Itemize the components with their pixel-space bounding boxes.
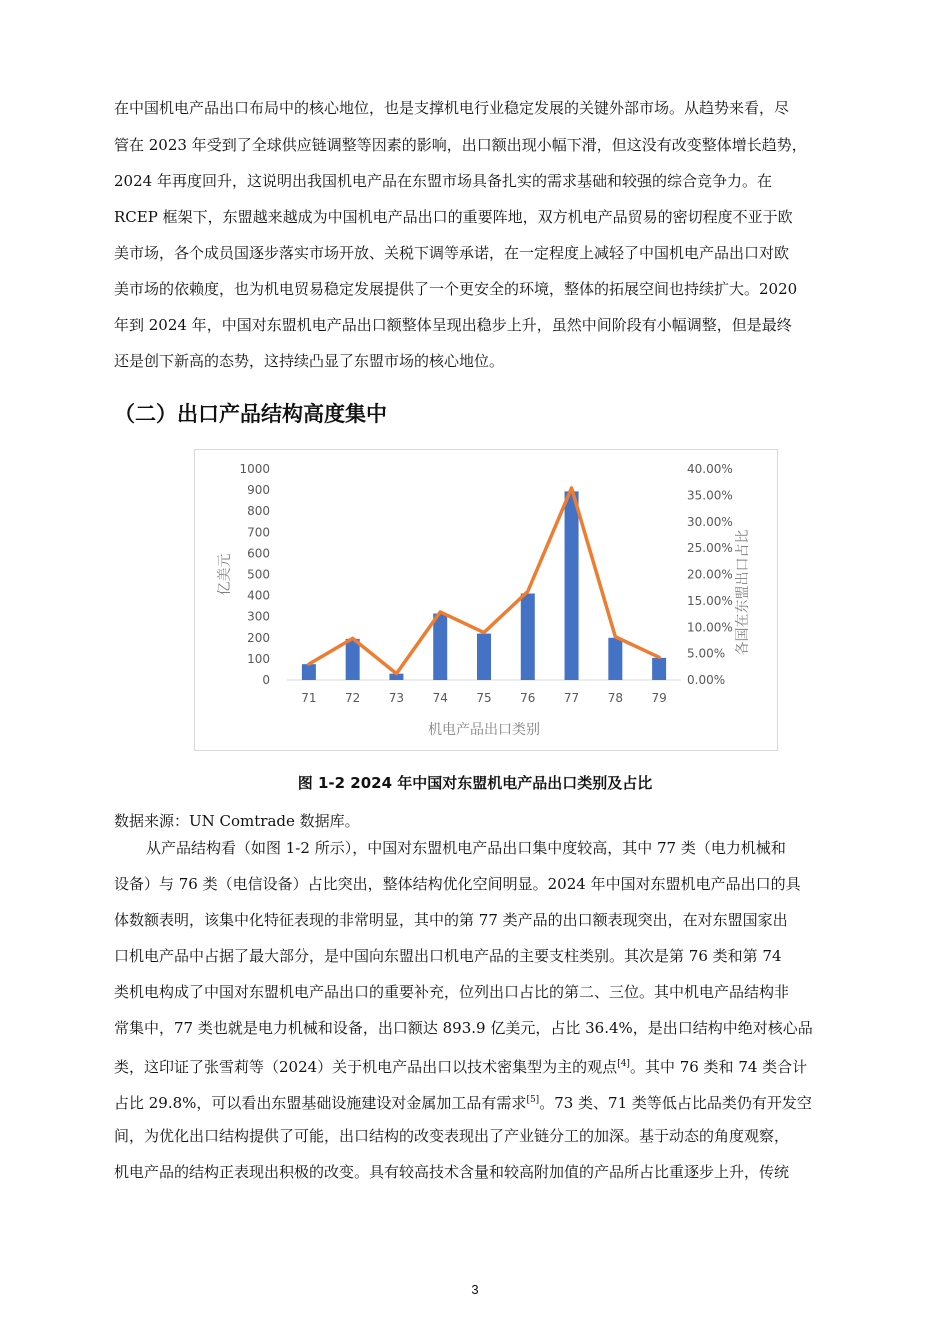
citation-4[interactable]: [4]	[617, 1059, 630, 1069]
y2-axis-title: 各国在东盟出口占比	[735, 529, 751, 656]
paragraph-2-line: 类机电构成了中国对东盟机电产品出口的重要补充，位列出口占比的第二、三位。其中机电产品结构非	[114, 983, 790, 1001]
paragraph-1-line: 还是创下新高的态势，这持续凸显了东盟市场的核心地位。	[114, 352, 505, 370]
bar-75	[477, 634, 491, 680]
y-tick-label: 400	[247, 588, 270, 603]
paragraph-1-line: RCEP 框架下，东盟越来越成为中国机电产品出口的重要阵地，双方机电产品贸易的密切程度不亚于欧	[114, 208, 793, 226]
paragraph-1-line: 年到 2024 年，中国对东盟机电产品出口额整体呈现出稳步上升，虽然中间阶段有小幅调整，但是最终	[114, 316, 792, 334]
y-tick-label: 800	[247, 504, 270, 519]
page-number: 3	[471, 1282, 479, 1297]
x-tick-label: 79	[651, 691, 667, 705]
x-tick-label: 76	[520, 691, 536, 705]
x-axis-title: 机电产品出口类别	[428, 722, 540, 738]
y-axis-title: 亿美元	[217, 553, 233, 596]
paragraph-2-line: 设备）与 76 类（电信设备）占比突出，整体结构优化空间明显。2024 年中国对东盟机电产品出口的具	[114, 875, 801, 893]
y2-tick-label: 30.00%	[687, 514, 733, 529]
paragraph-2-line: 口机电产品中占据了最大部分，是中国向东盟出口机电产品的主要支柱类别。其次是第 76 类和第 74	[114, 947, 782, 965]
y2-tick-label: 40.00%	[687, 462, 733, 476]
paragraph-2-line: 体数额表明，该集中化特征表现的非常明显，其中的第 77 类产品的出口额表现突出，在对东盟国家出	[114, 911, 788, 929]
figure-frame	[194, 449, 778, 751]
paragraph-2-line	[114, 1094, 812, 1112]
paragraph-1-line: 2024 年再度回升，这说明出我国机电产品在东盟市场具备扎实的需求基础和较强的综合竞争力。在	[114, 172, 772, 190]
bar-78	[608, 638, 622, 680]
y-tick-label: 500	[247, 567, 270, 582]
y-tick-label: 200	[247, 630, 270, 645]
x-tick-label: 71	[301, 691, 317, 705]
figure-caption: 图 1-2 2024 年中国对东盟机电产品出口类别及占比	[297, 774, 653, 792]
y2-tick-label: 25.00%	[687, 541, 733, 556]
paragraph-1-line: 在中国机电产品出口布局中的核心地位，也是支撑机电行业稳定发展的关键外部市场。从趋势来看，尽	[114, 99, 790, 117]
line-text-after: 。73 类、71 类等低占比品类仍有开发空	[539, 1094, 812, 1112]
y2-tick-label: 15.00%	[687, 593, 733, 608]
y-tick-label: 900	[247, 483, 270, 498]
y-tick-label: 600	[247, 546, 270, 561]
bar-77	[565, 491, 579, 680]
paragraph-2-line: 从产品结构看（如图 1-2 所示），中国对东盟机电产品出口集中度较高，其中 77 类（电力机械和	[146, 839, 786, 857]
bar-79	[652, 658, 666, 680]
data-source: 数据来源：UN Comtrade 数据库。	[114, 812, 360, 830]
y-tick-label: 300	[247, 609, 270, 624]
y2-tick-label: 35.00%	[687, 488, 733, 503]
bar-72	[346, 639, 360, 680]
y-tick-label: 700	[247, 525, 270, 540]
y2-tick-label: 10.00%	[687, 620, 733, 635]
y-tick-label: 0	[262, 673, 270, 687]
x-tick-label: 72	[345, 691, 361, 705]
line-text-after: 。其中 76 类和 74 类合计	[629, 1058, 808, 1076]
paragraph-2-line: 间，为优化出口结构提供了可能，出口结构的改变表现出了产业链分工的加深。基于动态的角度观察，	[114, 1127, 790, 1145]
y2-tick-label: 5.00%	[687, 646, 726, 661]
bar-71	[302, 664, 316, 680]
export-chart	[195, 450, 777, 750]
x-tick-label: 75	[476, 691, 492, 705]
x-tick-label: 73	[388, 691, 405, 705]
bar-76	[521, 593, 535, 680]
x-tick-label: 77	[563, 691, 580, 705]
paragraph-2-line: 机电产品的结构正表现出积极的改变。具有较高技术含量和较高附加值的产品所占比重逐步上升，传统	[114, 1163, 790, 1181]
paragraph-2-line: 常集中，77 类也就是电力机械和设备，出口额达 893.9 亿美元，占比 36.4%，是出口结构中绝对核心品	[114, 1019, 813, 1037]
y-tick-label: 1000	[239, 462, 270, 476]
paragraph-1-line: 管在 2023 年受到了全球供应链调整等因素的影响，出口额出现小幅下滑，但这没有改变整体增长趋势，	[114, 136, 807, 154]
paragraph-2-line	[114, 1058, 808, 1076]
x-tick-label: 74	[432, 691, 448, 705]
x-tick-label: 78	[607, 691, 623, 705]
line-text: 类，这印证了张雪莉等（2024）关于机电产品出口以技术密集型为主的观点	[114, 1058, 618, 1076]
y-tick-label: 100	[247, 651, 270, 666]
y2-tick-label: 20.00%	[687, 567, 733, 582]
line-text: 占比 29.8%，可以看出东盟基础设施建设对金属加工品有需求	[114, 1094, 527, 1112]
paragraph-1-line: 美市场，各个成员国逐步落实市场开放、关税下调等承诺，在一定程度上减轻了中国机电产品出口对欧	[114, 244, 790, 262]
y2-tick-label: 0.00%	[687, 673, 726, 687]
bar-74	[433, 614, 447, 680]
paragraph-1-line: 美市场的依赖度，也为机电贸易稳定发展提供了一个更安全的环境，整体的拓展空间也持续扩大。2020	[114, 280, 798, 298]
section-heading: （二）出口产品结构高度集中	[114, 402, 387, 426]
citation-5[interactable]: [5]	[526, 1095, 540, 1105]
